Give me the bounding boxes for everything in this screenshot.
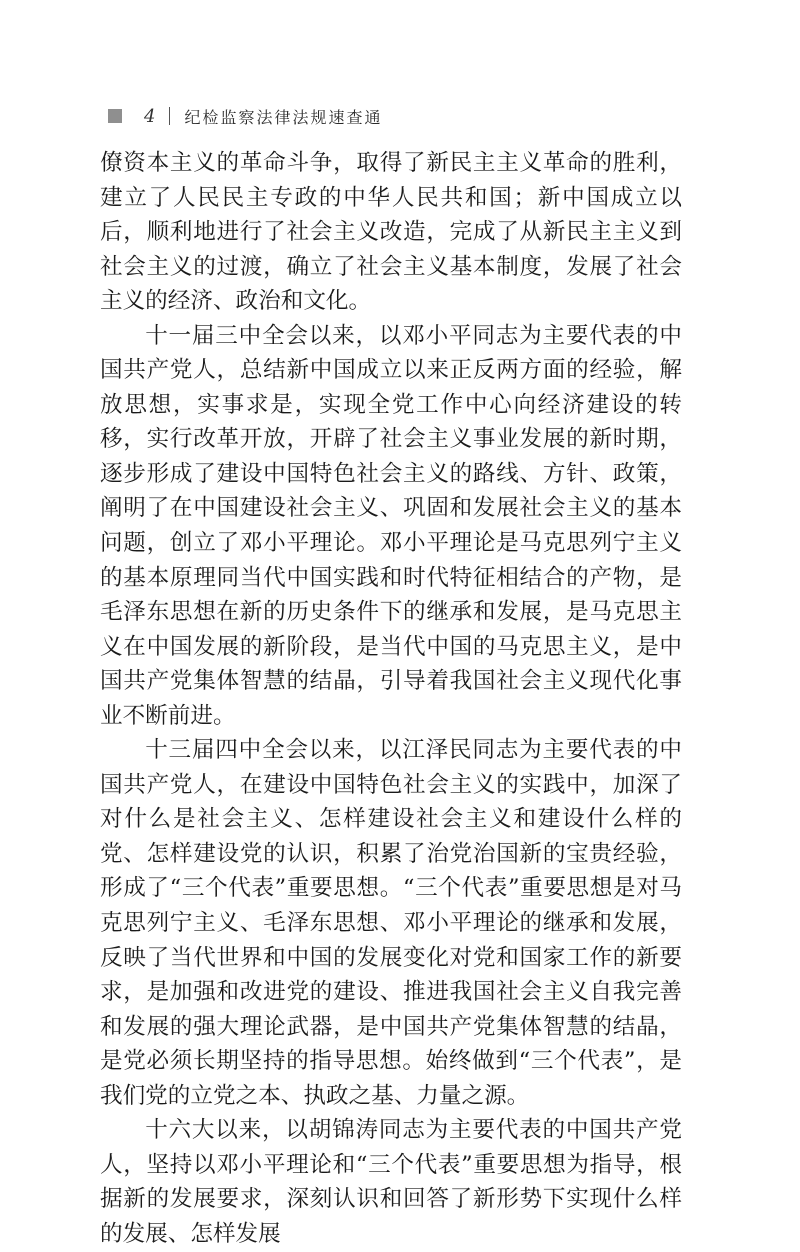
page-header: [108, 104, 382, 128]
body-text: [100, 146, 682, 1252]
paragraph: 十三届四中全会以来，以江泽民同志为主要代表的中国共产党人，在建设中国特色社会主义的实践中，加深了对什么是社会主义、怎样建设社会主义和建设什么样的党、怎样建设党的认识，积累了治党治国新的宝贵经验，形成了“三个代表”重要思想。“三个代表”重要思想是对马克思列宁主义、毛泽东思想、邓小平理论的继承和发展，反映了当代世界和中国的发展变化对党和国家工作的新要求，是加强和改进党的建设、推进我国社会主义自我完善和发展的强大理论武器，是中国共产党集体智慧的结晶，是党必须长期坚持的指导思想。始终做到“三个代表”，是我们党的立党之本、执政之基、力量之源。: [100, 737, 682, 1109]
paragraph-continued: 僚资本主义的革命斗争，取得了新民主主义革命的胜利，建立了人民民主专政的中华人民共和国；新中国成立以后，顺利地进行了社会主义改造，完成了从新民主主义到社会主义的过渡，确立了社会主义基本制度，发展了社会主义的经济、政治和文化。: [100, 150, 682, 315]
header-divider: [169, 107, 170, 125]
paragraph: 十六大以来，以胡锦涛同志为主要代表的中国共产党人，坚持以邓小平理论和“三个代表”重要思想为指导，根据新的发展要求，深刻认识和回答了新形势下实现什么样的发展、怎样发展: [100, 1117, 682, 1247]
paragraph: 十一届三中全会以来，以邓小平同志为主要代表的中国共产党人，总结新中国成立以来正反两方面的经验，解放思想，实事求是，实现全党工作中心向经济建设的转移，实行改革开放，开辟了社会主义事业发展的新时期，逐步形成了建设中国特色社会主义的路线、方针、政策，阐明了在中国建设社会主义、巩固和发展社会主义的基本问题，创立了邓小平理论。邓小平理论是马克思列宁主义的基本原理同当代中国实践和时代特征相结合的产物，是毛泽东思想在新的历史条件下的继承和发展，是马克思主义在中国发展的新阶段，是当代中国的马克思主义，是中国共产党集体智慧的结晶，引导着我国社会主义现代化事业不断前进。: [100, 322, 682, 729]
page-number: 4: [144, 105, 156, 127]
header-square-marker: [108, 109, 122, 123]
book-title: 纪检监察法律法规速查通: [184, 107, 383, 127]
